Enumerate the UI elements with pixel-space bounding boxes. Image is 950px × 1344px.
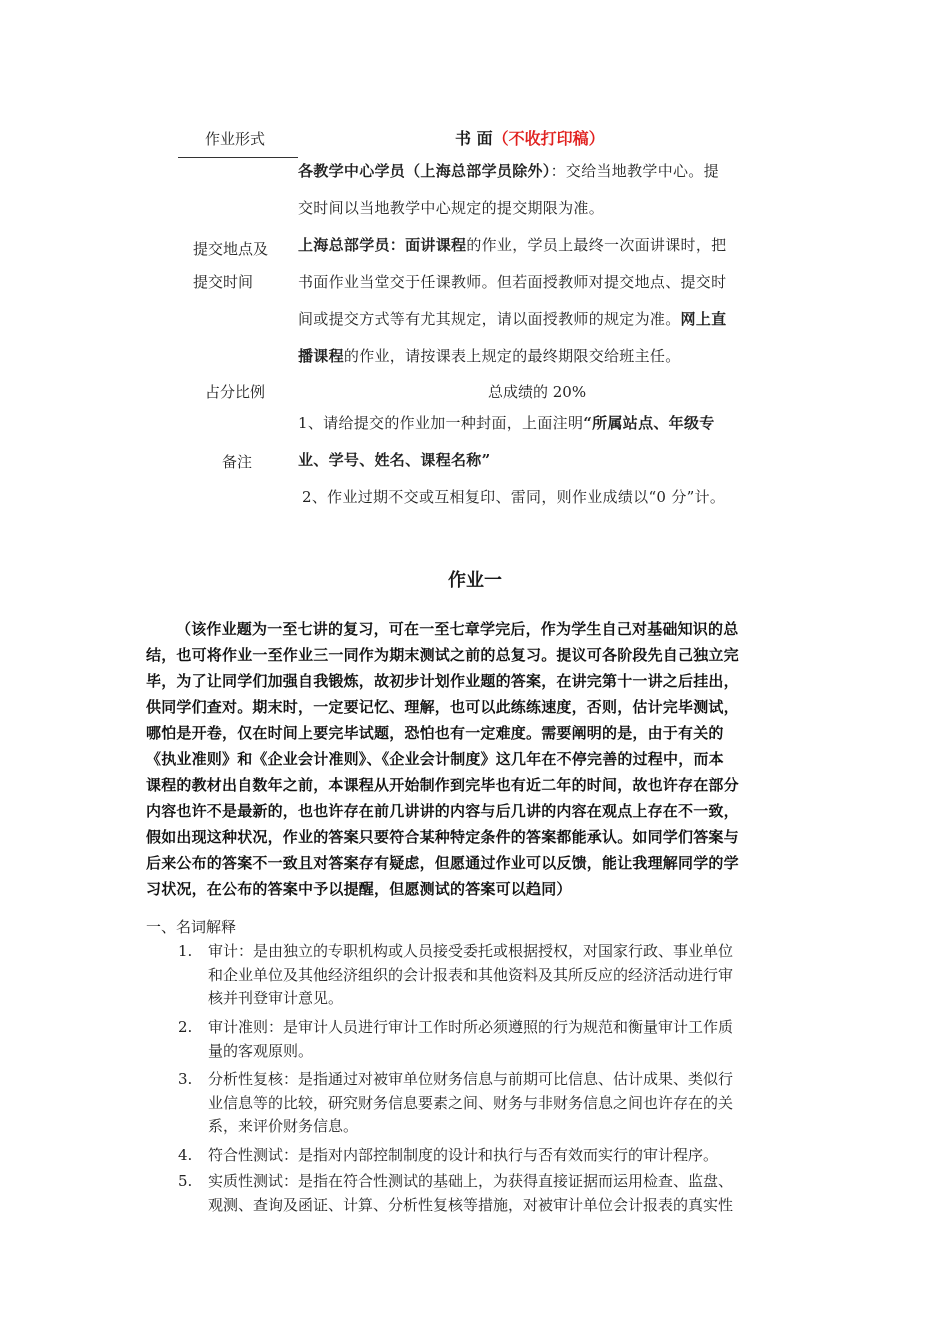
term-line: 符合性测试：是指对内部控制制度的设计和执行与否有效而实行的审计程序。 (208, 1146, 719, 1164)
term-line: 审计准则：是审计人员进行审计工作时所必须遵照的行为规范和衡量审计工作质 (208, 1018, 734, 1036)
term-number: 1. (178, 942, 193, 960)
term-number: 2. (178, 1018, 193, 1036)
intro-line: 假如出现这种状况，作业的答案只要符合某种特定条件的答案都能承认。如同学们答案与 (146, 828, 739, 846)
intro-line: （该作业题为一至七讲的复习，可在一至七章学完后，作为学生自己对基础知识的总 (176, 620, 739, 638)
term-body (208, 1016, 828, 1063)
submit-line-3-rest: 的作业，学员上最终一次面讲课时，把 (466, 236, 727, 254)
term-number: 5. (178, 1172, 193, 1190)
intro-line: 课程的教材出自数年之前，本课程从开始制作到完毕也有近二年的时间，故也许存在部分 (146, 776, 739, 794)
term-line: 实质性测试：是指在符合性测试的基础上，为获得直接证据而运用检查、监盘、 (208, 1172, 734, 1190)
submit-line-1-bold: 各教学中心学员（上海总部学员除外） (298, 162, 551, 180)
part-heading: 一、名词解释 (146, 918, 237, 936)
submit-text (298, 153, 798, 375)
term-line: 系，来评价财务信息。 (208, 1117, 359, 1135)
submit-line-6-rest: 的作业，请按课表上规定的最终期限交给班主任。 (343, 347, 681, 365)
ratio-value: 总成绩的 20% (488, 383, 587, 401)
term-line: 分析性复核：是指通过对被审单位财务信息与前期可比信息、估计成果、类似行 (208, 1070, 734, 1088)
intro-line: 后来公布的答案不一致且对答案存有疑虑，但愿通过作业可以反馈，能让我理解同学的学 (146, 854, 739, 872)
submit-line-2: 交时间以当地教学中心规定的提交期限为准。 (298, 199, 605, 217)
term-body (208, 1144, 828, 1168)
submit-line-3 (298, 227, 798, 264)
note-1 (298, 405, 798, 442)
term-number: 3. (178, 1070, 193, 1088)
intro-line: 结，也可将作业一至作业三一同作为期末测试之前的总复习。提议可各阶段先自己独立完 (146, 646, 739, 664)
notes-text (298, 405, 798, 516)
term-line: 审计：是由独立的专职机构或人员接受委托或根据授权，对国家行政、事业单位 (208, 942, 734, 960)
submit-line-5-rest: 间或提交方式等有尤其规定，请以面授教师的规定为准。 (298, 310, 681, 328)
intro-line: 习状况，在公布的答案中予以提醒，但愿测试的答案可以趋同） (146, 880, 572, 898)
table-rule (178, 157, 298, 158)
submit-line-1 (298, 153, 798, 190)
term-line: 观测、查询及函证、计算、分析性复核等措施，对被审计单位会计报表的真实性 (208, 1195, 734, 1214)
section-title: 作业一 (448, 570, 502, 591)
submit-line-6 (298, 338, 798, 375)
form-value (455, 126, 605, 149)
submit-line-1-rest: ：交给当地教学中心。提 (550, 162, 719, 180)
submit-line-6-bold: 播课程 (298, 347, 344, 365)
note-2: 2、作业过期不交或互相复印、雷同，则作业成绩以“0 分”计。 (302, 488, 726, 506)
note-1-rest: 1、请给提交的作业加一种封面，上面注明 (298, 414, 584, 432)
note-1-bold: “所属站点、年级专 (583, 414, 715, 432)
form-label: 作业形式 (205, 130, 266, 148)
term-line: 量的客观原则。 (208, 1041, 314, 1060)
term-body (208, 940, 828, 1011)
form-value-main: 书 面 (455, 129, 493, 148)
term-body (208, 1068, 828, 1139)
submit-line-3-bold: 上海总部学员：面讲课程 (298, 236, 467, 254)
ratio-label: 占分比例 (205, 383, 266, 401)
term-line: 业信息等的比较，研究财务信息要素之间、财务与非财务信息之间也许存在的关 (208, 1093, 734, 1112)
intro-line: 内容也许不是最新的，也也许存在前几讲讲的内容与后几讲的内容在观点上存在不一致， (146, 802, 739, 820)
term-line: 核并刊登审计意见。 (208, 989, 344, 1007)
term-body (208, 1170, 828, 1217)
intro-paragraph (146, 616, 826, 902)
submit-line-5-bold: 网上直 (680, 310, 727, 328)
submit-line-4: 书面作业当堂交于任课教师。但若面授教师对提交地点、提交时 (298, 273, 727, 291)
term-line: 和企业单位及其他经济组织的会计报表和其他资料及其所反应的经济活动进行审 (208, 965, 734, 984)
term-number: 4. (178, 1146, 193, 1164)
form-value-note: （不收打印稿） (492, 129, 605, 148)
submit-line-5 (298, 301, 798, 338)
intro-line: 《执业准则》和《企业会计准则》、《企业会计制度》这几年在不停完善的过程中，而本 (146, 750, 724, 768)
intro-line: 供同学们查对。期末时，一定要记忆、理解，也可以此练练速度，否则，估计完毕测试， (146, 698, 739, 716)
submit-label-1: 提交地点及 (193, 240, 269, 258)
intro-line: 哪怕是开卷，仅在时间上要完毕试题，恐怕也有一定难度。需要阐明的是，由于有关的 (146, 724, 724, 742)
note-1-cont: 业、学号、姓名、课程名称” (298, 451, 491, 469)
intro-line: 毕，为了让同学们加强自我锻炼，故初步计划作业题的答案，在讲完第十一讲之后挂出， (146, 672, 739, 690)
notes-label: 备注 (222, 453, 253, 471)
submit-label-2: 提交时间 (193, 273, 254, 291)
